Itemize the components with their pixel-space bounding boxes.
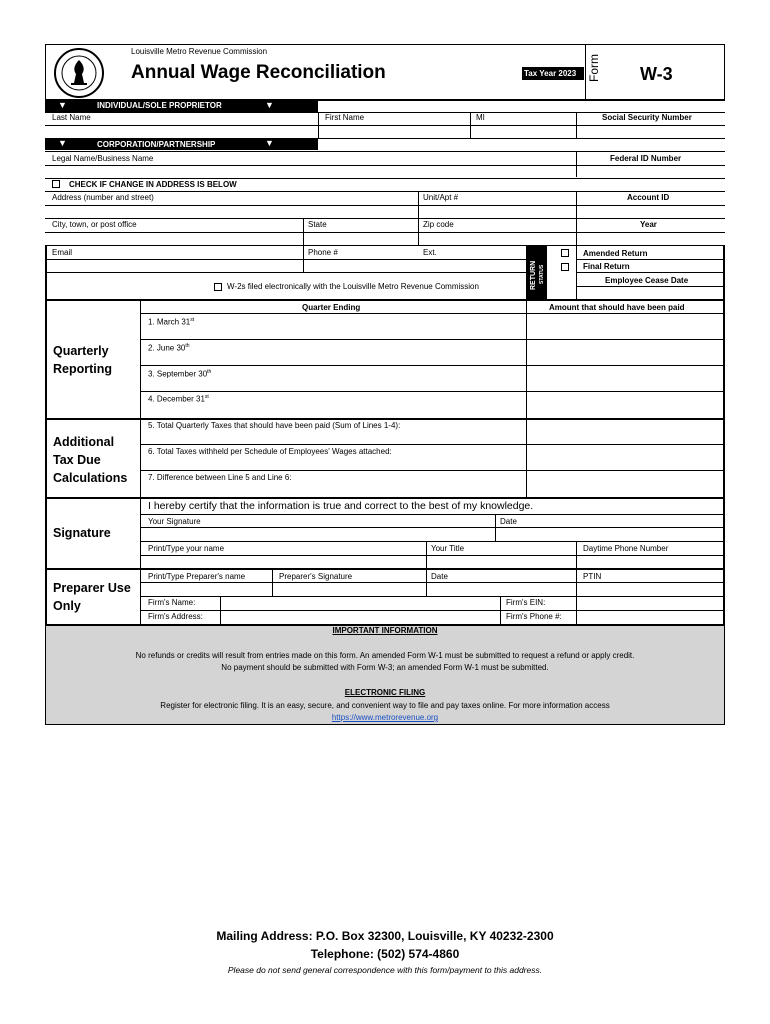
your-signature-input[interactable] xyxy=(141,528,494,540)
preparer-signature-input[interactable] xyxy=(273,583,425,595)
firm-name-input[interactable] xyxy=(221,597,499,609)
signature-date-label: Date xyxy=(500,517,517,526)
telephone: Telephone: (502) 574-4860 xyxy=(310,947,460,961)
final-return-label: Final Return xyxy=(583,262,630,271)
city-input[interactable] xyxy=(46,233,302,244)
preparer-section-title: Preparer Use Only xyxy=(53,581,131,613)
line-6-input[interactable] xyxy=(527,445,723,469)
metro-revenue-link[interactable] xyxy=(0,714,770,722)
year-input[interactable] xyxy=(577,233,725,244)
triangle-down-icon[interactable]: ▼ xyxy=(58,100,67,110)
first-name-input[interactable] xyxy=(319,126,469,137)
quarter-line-2: 2. June 30th xyxy=(148,343,190,353)
form-label: Form xyxy=(587,54,601,82)
quarterly-section-title: Quarterly Reporting xyxy=(53,344,113,376)
triangle-down-icon[interactable]: ▼ xyxy=(58,138,67,148)
street-input[interactable] xyxy=(46,206,417,217)
quarter-ending-header: Quarter Ending xyxy=(302,303,361,312)
return-status-sublabel: STATUS xyxy=(539,264,545,284)
form-number: W-3 xyxy=(640,64,673,84)
triangle-down-icon[interactable]: ▼ xyxy=(265,138,274,148)
account-id-label: Account ID xyxy=(627,193,670,202)
your-signature-label: Your Signature xyxy=(148,517,201,526)
city-seal-icon xyxy=(53,47,105,99)
daytime-phone-label: Daytime Phone Number xyxy=(583,544,669,553)
info-line-1: No refunds or credits will result from entries made on this form. An amended Form W-1 must be submitted to request a refund or apply credit. xyxy=(135,651,635,660)
zip-input[interactable] xyxy=(419,233,575,244)
signature-section-title: Signature xyxy=(53,526,111,540)
efile-text: Register for electronic filing. It is an easy, secure, and convenient way to file and pay taxes online. For more information access xyxy=(160,701,610,710)
q3-amount-input[interactable] xyxy=(527,366,723,390)
amount-header: Amount that should have been paid xyxy=(549,303,685,312)
individual-bar-label: INDIVIDUAL/SOLE PROPRIETOR xyxy=(97,101,222,110)
return-status-label: RETURN xyxy=(530,260,537,290)
quarter-line-1: 1. March 31st xyxy=(148,317,195,327)
mi-label: MI xyxy=(476,113,485,122)
phone-label: Phone # xyxy=(308,248,338,257)
corporation-bar-label: CORPORATION/PARTNERSHIP xyxy=(97,140,216,149)
preparer-date-input[interactable] xyxy=(427,583,575,595)
q2-amount-input[interactable] xyxy=(527,340,723,364)
line-7-label: 7. Difference between Line 5 and Line 6: xyxy=(148,473,292,482)
unit-input[interactable] xyxy=(419,206,575,217)
account-id-input[interactable] xyxy=(577,206,725,217)
last-name-input[interactable] xyxy=(46,126,317,137)
triangle-down-icon[interactable]: ▼ xyxy=(265,100,274,110)
legal-name-label: Legal Name/Business Name xyxy=(52,154,154,163)
firm-name-label: Firm's Name: xyxy=(148,598,196,607)
w2-electronic-label: W-2s filed electronically with the Louisville Metro Revenue Commission xyxy=(227,282,479,291)
daytime-phone-input[interactable] xyxy=(577,556,723,568)
fein-input[interactable] xyxy=(577,166,725,177)
print-name-input[interactable] xyxy=(141,556,425,568)
website-link[interactable]: https://www.metrorevenue.org xyxy=(331,713,439,722)
cease-date-label: Employee Cease Date xyxy=(605,276,689,285)
info-line-2: No payment should be submitted with Form W-3; an amended Form W-1 must be submitted. xyxy=(221,663,549,672)
preparer-date-label: Date xyxy=(431,572,448,581)
ext-label: Ext. xyxy=(423,248,437,257)
line-7-input[interactable] xyxy=(527,471,723,496)
ptin-input[interactable] xyxy=(577,583,723,595)
preparer-signature-label: Preparer's Signature xyxy=(279,572,353,581)
print-name-label: Print/Type your name xyxy=(148,544,225,553)
your-title-label: Your Title xyxy=(431,544,465,553)
line-5-label: 5. Total Quarterly Taxes that should have been paid (Sum of Lines 1-4): xyxy=(148,421,401,430)
efile-heading: ELECTRONIC FILING xyxy=(344,688,426,697)
info-heading: IMPORTANT INFORMATION xyxy=(332,626,438,635)
additional-section-title: Additional Tax Due Calculations xyxy=(53,435,128,485)
form-title: Annual Wage Reconciliation xyxy=(131,62,386,83)
q4-amount-input[interactable] xyxy=(527,392,723,417)
fein-label: Federal ID Number xyxy=(610,154,682,163)
firm-phone-label: Firm's Phone #: xyxy=(506,612,562,621)
firm-ein-label: Firm's EIN: xyxy=(506,598,546,607)
legal-name-input[interactable] xyxy=(46,166,575,177)
checkbox-icon[interactable] xyxy=(52,180,60,188)
state-input[interactable] xyxy=(304,233,417,244)
year-label: Year xyxy=(640,220,657,229)
quarter-line-3: 3. September 30th xyxy=(148,369,212,379)
email-label: Email xyxy=(52,248,73,257)
amended-return-label: Amended Return xyxy=(583,249,648,258)
city-label: City, town, or post office xyxy=(52,220,137,229)
last-name-label: Last Name xyxy=(52,113,91,122)
street-label: Address (number and street) xyxy=(52,193,154,202)
line-5-input[interactable] xyxy=(527,420,723,443)
unit-label: Unit/Apt # xyxy=(423,193,459,202)
ssn-input[interactable] xyxy=(577,126,725,137)
first-name-label: First Name xyxy=(325,113,365,122)
certify-statement: I hereby certify that the information is true and correct to the best of my knowledge. xyxy=(148,500,534,512)
mailing-address: Mailing Address: P.O. Box 32300, Louisville, KY 40232-2300 xyxy=(216,929,554,943)
q1-amount-input[interactable] xyxy=(527,314,723,338)
mi-input[interactable] xyxy=(471,126,575,137)
quarter-line-4: 4. December 31st xyxy=(148,394,209,404)
correspondence-note: Please do not send general correspondence with this form/payment to this address. xyxy=(227,965,543,975)
firm-ein-input[interactable] xyxy=(577,597,723,609)
signature-date-input[interactable] xyxy=(496,528,723,540)
ptin-label: PTIN xyxy=(583,572,602,581)
firm-address-input[interactable] xyxy=(221,611,499,624)
firm-address-label: Firm's Address: xyxy=(148,612,203,621)
preparer-name-input[interactable] xyxy=(141,583,271,595)
info-panel xyxy=(45,625,725,725)
line-6-label: 6. Total Taxes withheld per Schedule of Employees' Wages attached: xyxy=(148,447,392,456)
firm-phone-input[interactable] xyxy=(577,611,723,624)
tax-year-label: Tax Year 2023 xyxy=(524,69,577,78)
preparer-name-label: Print/Type Preparer's name xyxy=(148,572,246,581)
state-label: State xyxy=(308,220,327,229)
address-change-label: CHECK IF CHANGE IN ADDRESS IS BELOW xyxy=(69,180,237,189)
zip-label: Zip code xyxy=(423,220,454,229)
agency-name: Louisville Metro Revenue Commission xyxy=(131,47,268,56)
your-title-input[interactable] xyxy=(427,556,575,568)
ssn-label: Social Security Number xyxy=(602,113,692,122)
